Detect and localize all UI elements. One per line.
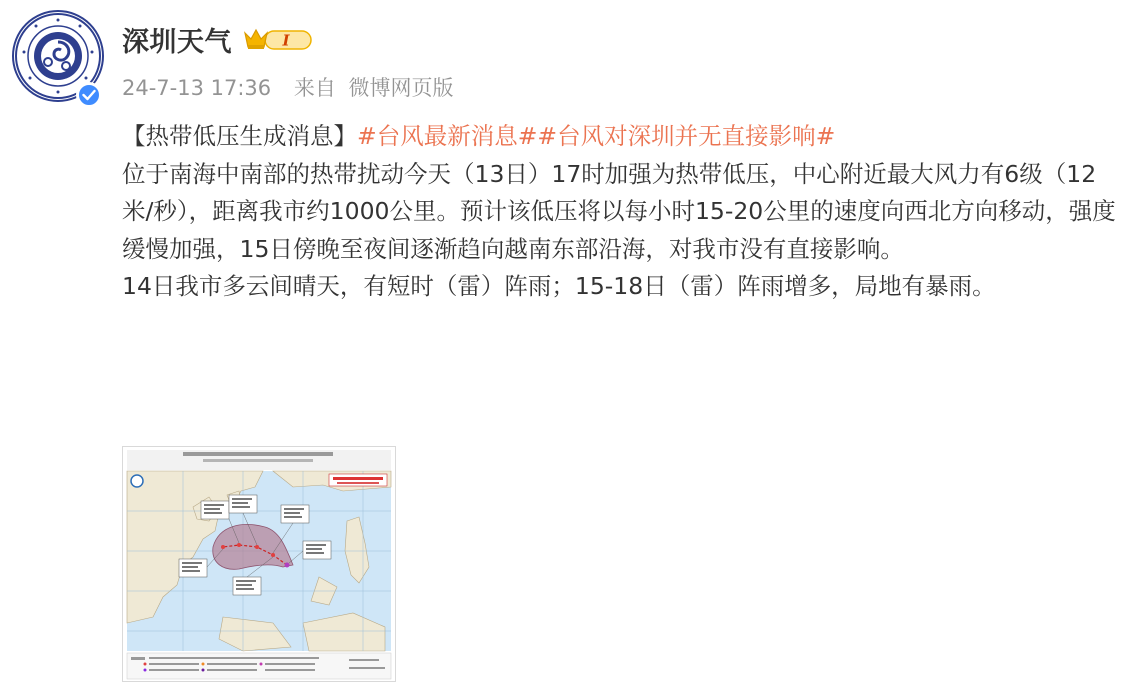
topic-link-typhoon-news[interactable]: #台风最新消息# — [357, 122, 538, 150]
crown-badge-icon[interactable] — [243, 25, 313, 53]
author-name[interactable]: 深圳天气 — [122, 27, 232, 58]
post-paragraph-2: 14日我市多云间晴天，有短时（雷）阵雨；15-18日（雷）阵雨增多，局地有暴雨。 — [122, 272, 996, 300]
post-meta — [122, 72, 454, 102]
post-image-typhoon-map[interactable] — [122, 446, 396, 682]
post-source: 微博网页版 — [348, 76, 454, 100]
post-headline — [122, 118, 1122, 156]
topic-link-no-direct-impact[interactable]: #台风对深圳并无直接影响# — [537, 122, 836, 150]
post-paragraph-1: 位于南海中南部的热带扰动今天（13日）17时加强为热带低压，中心附近最大风力有6级（12米/秒），距离我市约1000公里。预计该低压将以每小时15-20公里的速度向西北方向移动，强度缓慢加强，15日傍晚至夜间逐渐趋向越南东部沿海，对我市没有直接影响。 — [122, 159, 1116, 263]
typhoon-track-map-image — [123, 447, 395, 681]
member-badge-label: I — [282, 31, 290, 50]
post-content — [122, 118, 1122, 306]
headline-prefix: 【热带低压生成消息】 — [122, 122, 357, 150]
verified-check-icon — [76, 82, 102, 108]
source-label: 来自 — [293, 76, 336, 100]
post-time[interactable]: 24-7-13 17:36 — [122, 76, 272, 100]
